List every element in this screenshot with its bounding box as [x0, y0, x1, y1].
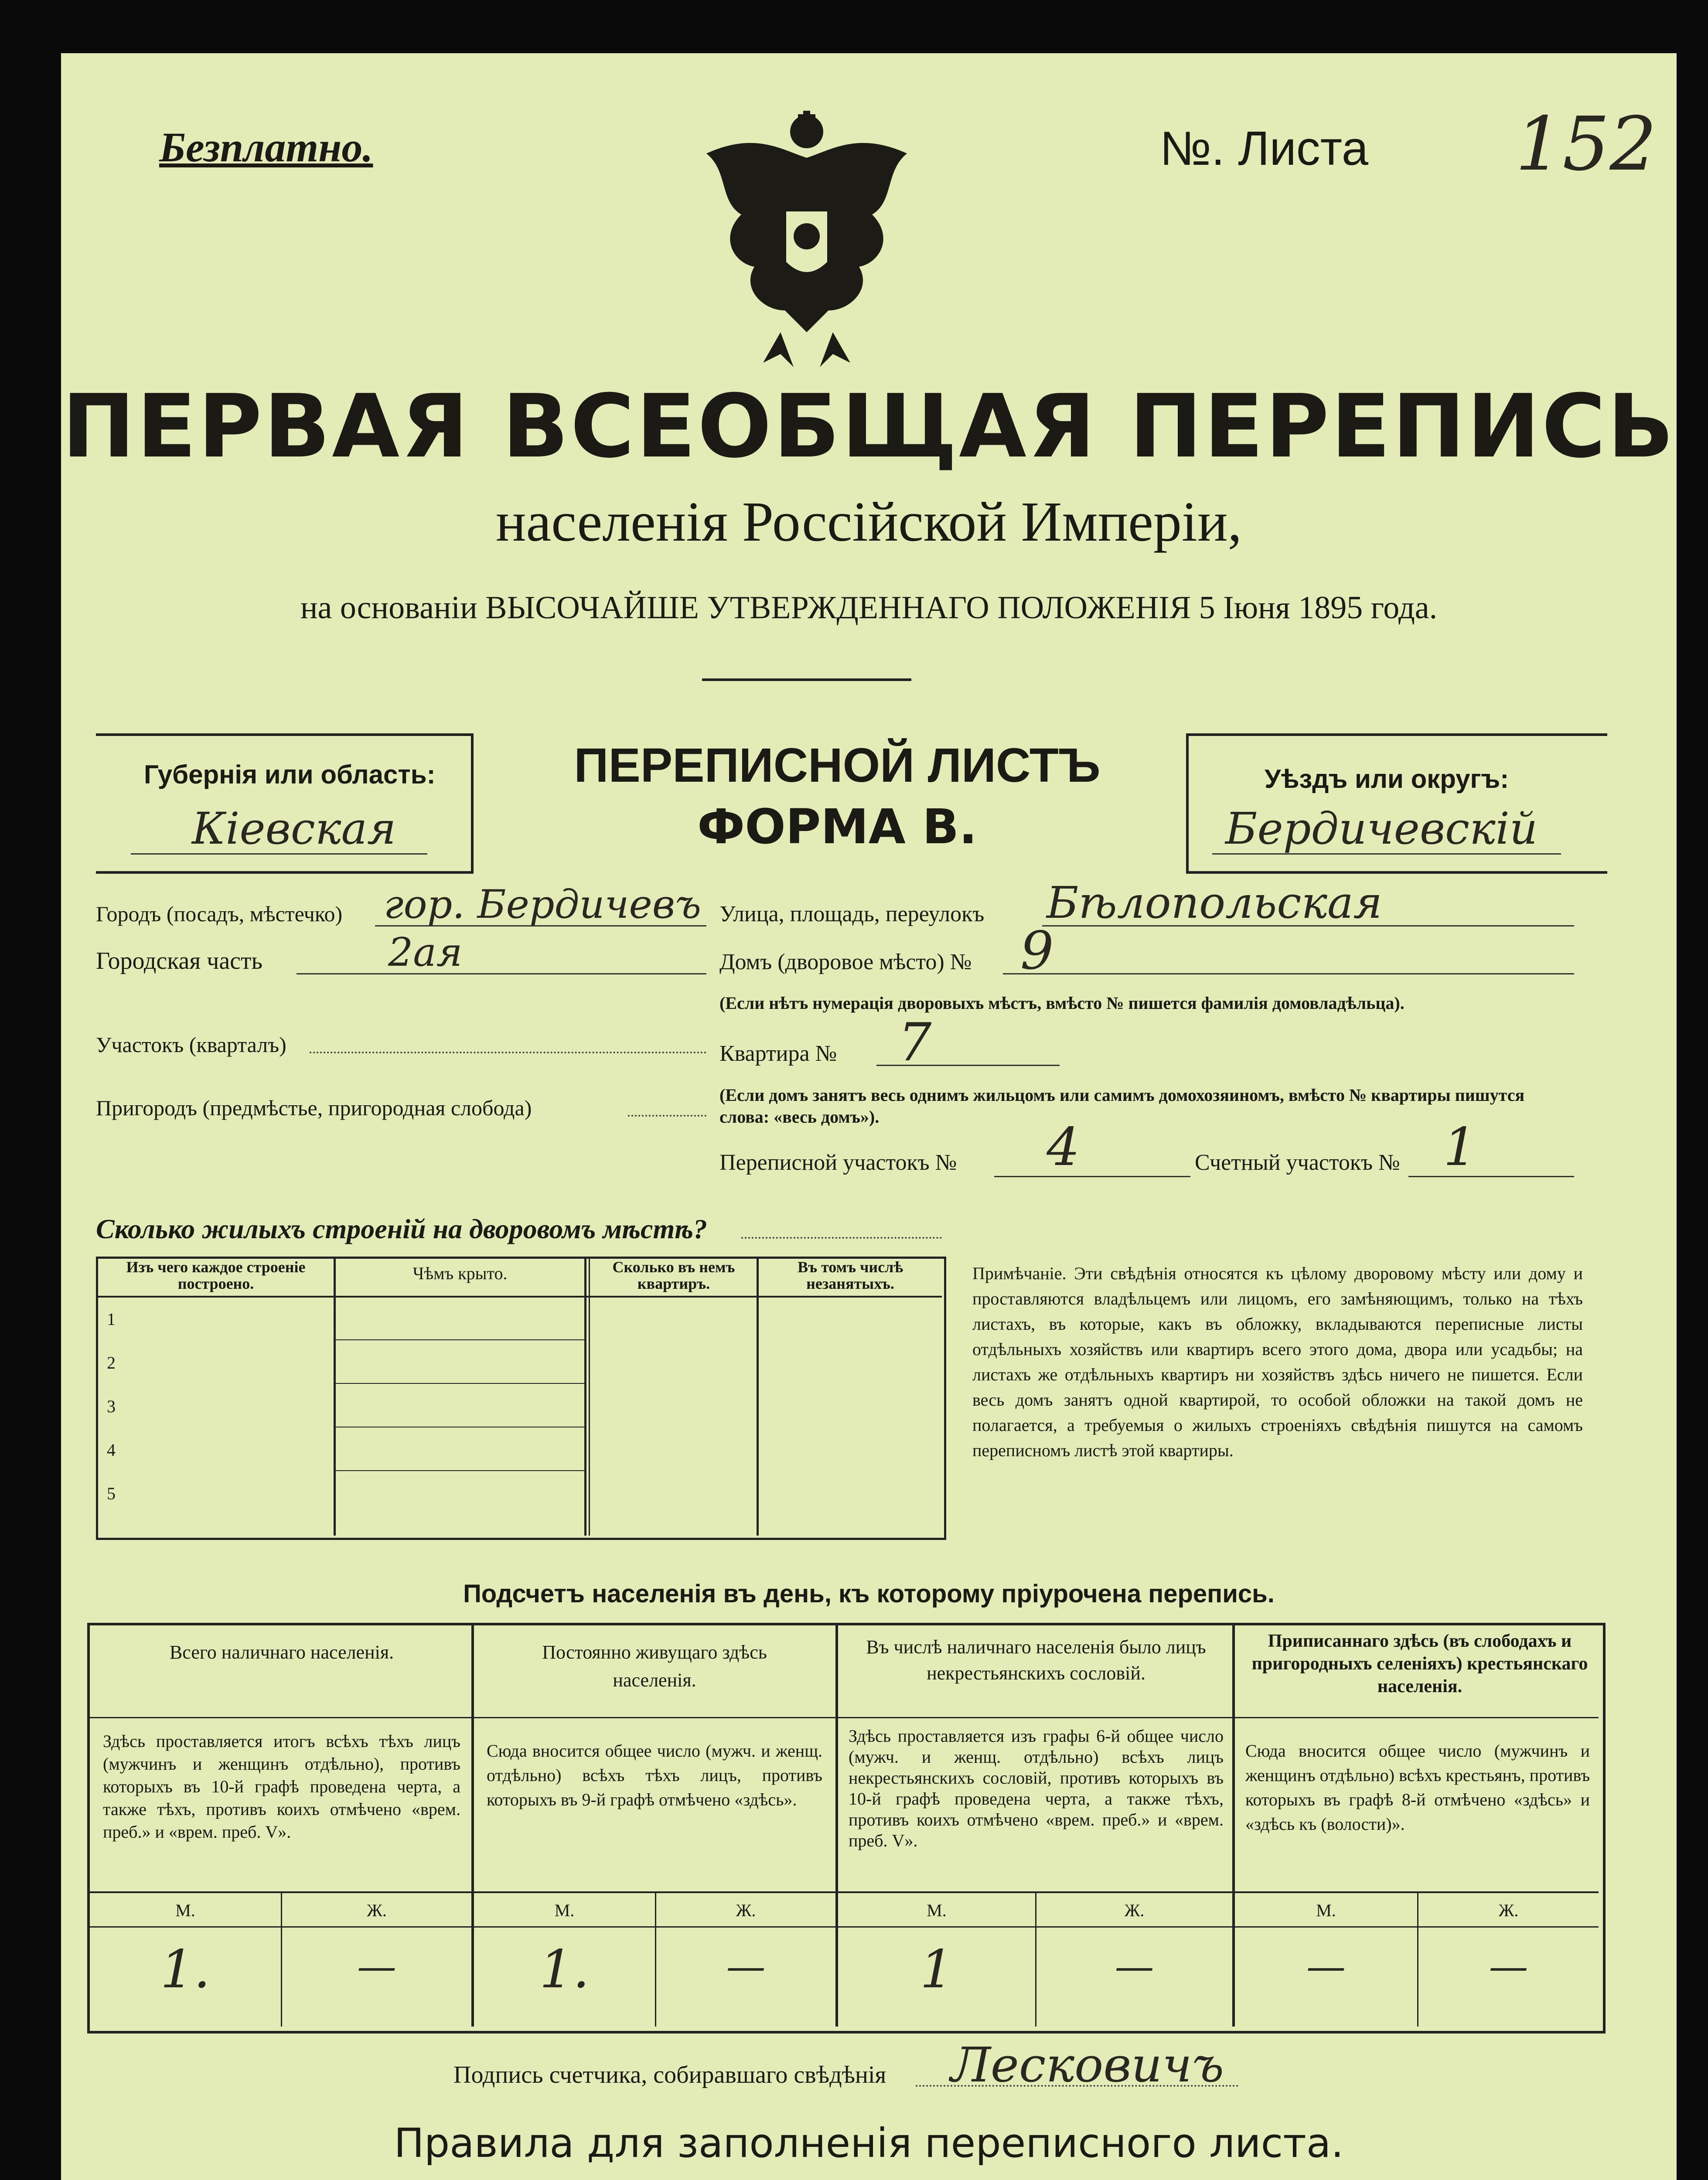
- buildings-header-vacant: Въ томъ числѣ незанятыхъ.: [798, 1258, 903, 1292]
- sheet-number-label: №. Листа: [1160, 122, 1369, 175]
- count-col1-m-label: М.: [175, 1901, 195, 1920]
- count-col1-head: Всего наличнаго населенія.: [169, 1642, 394, 1663]
- buildings-row-2[interactable]: 2: [107, 1353, 116, 1373]
- district-label: Участокъ (кварталъ): [96, 1032, 286, 1057]
- city-label: Городъ (посадъ, мѣстечко): [96, 902, 343, 926]
- signature-label: Подпись счетчика, собиравшаго свѣдѣнія: [453, 2061, 886, 2088]
- coat-of-arms-icon: [693, 106, 920, 367]
- count-area-value[interactable]: 1: [1443, 1117, 1477, 1178]
- uezd-value: Бердичевскій: [1225, 803, 1538, 854]
- count-col3-f-label: Ж.: [1124, 1901, 1145, 1920]
- count-col3-m-value[interactable]: 1: [920, 1939, 954, 2000]
- buildings-header-apartments: Сколько въ немъ квартиръ.: [612, 1258, 735, 1292]
- count-col1-m-value[interactable]: 1.: [160, 1939, 211, 2000]
- count-col1-desc: Здѣсь проставляется итогъ всѣхъ тѣхъ лицъ (мужчинъ и женщинъ отдѣльно), противъ которыхъ въ 10-й графѣ проведена черта, а также тѣхъ, противъ коихъ отмѣчено «врем. преб.» и «врем. преб. V».: [103, 1731, 460, 1842]
- census-form-sheet: [61, 53, 1677, 2180]
- count-col2-head: Постоянно живущаго здѣсь населенія.: [542, 1642, 767, 1691]
- count-col2-m-label: М.: [554, 1901, 575, 1920]
- city-value[interactable]: гор. Бердичевъ: [384, 882, 702, 927]
- form-letter: ФОРМА В.: [697, 799, 977, 855]
- city-part-value[interactable]: 2ая: [388, 930, 463, 975]
- buildings-header-material: Изъ чего каждое строеніе построено.: [126, 1258, 306, 1292]
- count-area-label: Счетный участокъ №: [1195, 1150, 1400, 1175]
- count-col2-desc: Сюда вносится общее число (мужч. и женщ. отдѣльно) всѣхъ тѣхъ лицъ, противъ которыхъ въ 9-й графѣ отмѣчено «здѣсь».: [487, 1741, 822, 1809]
- count-table: [87, 1623, 1606, 2034]
- count-col4-m-label: М.: [1316, 1901, 1336, 1920]
- count-col4-f-value[interactable]: —: [1489, 1944, 1528, 1989]
- count-col2-f-value[interactable]: —: [726, 1944, 766, 1989]
- house-note: (Если нѣтъ нумерація дворовыхъ мѣстъ, вмѣсто № пишется фамилія домовладѣльца).: [719, 993, 1405, 1013]
- house-label: Домъ (дворовое мѣсто) №: [719, 950, 972, 974]
- buildings-question: Сколько жилыхъ строеній на дворовомъ мѣстѣ?: [96, 1213, 707, 1244]
- buildings-table: [96, 1257, 946, 1540]
- gubernia-value: Кіевская: [192, 803, 396, 854]
- apartment-value[interactable]: 7: [898, 1012, 932, 1073]
- buildings-row-4[interactable]: 4: [107, 1440, 116, 1460]
- uezd-label: Уѣздъ или округъ:: [1265, 764, 1509, 794]
- suburb-field[interactable]: [628, 1115, 706, 1117]
- form-title: ПЕРЕПИСНОЙ ЛИСТЪ: [574, 739, 1101, 792]
- apartment-note: (Если домъ занятъ весь однимъ жильцомъ или самимъ домохозяиномъ, вмѣсто № квартиры пишутся слова: «весь домъ»).: [719, 1085, 1525, 1127]
- count-col3-head: Въ числѣ наличнаго населенія было лицъ некрестьянскихъ сословій.: [866, 1636, 1206, 1684]
- count-col3-m-label: М.: [927, 1901, 947, 1920]
- count-col4-head: Приписаннаго здѣсь (въ слободахъ и пригородныхъ селеніяхъ) крестьянскаго населенія.: [1251, 1631, 1588, 1696]
- count-col2-f-label: Ж.: [736, 1901, 756, 1920]
- count-title: Подсчетъ населенія въ день, къ которому пріурочена перепись.: [463, 1580, 1275, 1608]
- main-title: ПЕРВАЯ ВСЕОБЩАЯ ПЕРЕПИСЬ: [62, 376, 1676, 477]
- count-col3-desc: Здѣсь проставляется изъ графы 6-й общее число (мужч. и женщ. отдѣльно) всѣхъ лицъ некрестьянскихъ сословій, противъ которыхъ въ 10-й графѣ проведена черта, а также тѣхъ, противъ коихъ отмѣчено «врем. преб.» и «врем. преб. V».: [849, 1726, 1224, 1850]
- district-field[interactable]: [310, 1052, 706, 1053]
- suburb-label: Пригородъ (предмѣстье, пригородная слобода): [96, 1096, 532, 1120]
- street-value[interactable]: Бѣлопольская: [1047, 877, 1382, 928]
- street-label: Улица, площадь, переулокъ: [719, 902, 985, 926]
- buildings-row-3[interactable]: 3: [107, 1397, 116, 1416]
- city-part-label: Городская часть: [96, 947, 263, 974]
- basis-line: на основаніи ВЫСОЧАЙШЕ УТВЕРЖДЕННАГО ПОЛОЖЕНІЯ 5 Іюня 1895 года.: [300, 590, 1438, 626]
- gubernia-label: Губернія или область:: [144, 760, 436, 789]
- count-col2-m-value[interactable]: 1.: [539, 1939, 590, 2000]
- count-col1-f-label: Ж.: [367, 1901, 387, 1920]
- free-label: Безплатно.: [159, 124, 373, 170]
- rules-title: Правила для заполненія переписного листа.: [394, 2120, 1344, 2166]
- sheet-number-value: 152: [1515, 101, 1657, 187]
- count-col4-f-label: Ж.: [1498, 1901, 1519, 1920]
- count-col1-f-value[interactable]: —: [357, 1944, 396, 1989]
- census-area-label: Переписной участокъ №: [719, 1150, 957, 1175]
- count-col3-f-value[interactable]: —: [1115, 1944, 1154, 1989]
- subtitle: населенія Россійской Имперіи,: [495, 490, 1242, 553]
- title-rule: [702, 678, 911, 681]
- buildings-row-1[interactable]: 1: [107, 1309, 116, 1329]
- count-col4-m-value[interactable]: —: [1306, 1944, 1346, 1989]
- apartment-label: Квартира №: [719, 1041, 837, 1066]
- count-col4-desc: Сюда вносится общее число (мужчинъ и женщинъ отдѣльно) всѣхъ крестьянъ, противъ которыхъ въ графѣ 8-й отмѣчено «здѣсь» и «здѣсь къ (волости)».: [1245, 1741, 1590, 1834]
- signature-value[interactable]: Лесковичъ: [951, 2037, 1224, 2093]
- buildings-row-5[interactable]: 5: [107, 1484, 116, 1503]
- census-area-value[interactable]: 4: [1047, 1117, 1080, 1178]
- buildings-note: Примѣчаніе. Эти свѣдѣнія относятся къ цѣлому дворовому мѣсту или дому и проставляются владѣльцемъ или лицомъ, его замѣняющимъ, только на тѣхъ листахъ, въ которые, какъ въ обложку, вкладываются переписные листы отдѣльныхъ хозяйствъ или квартиръ всего этого дома, двора или усадьбы; на листахъ же отдѣльныхъ квартиръ ни хозяйствъ здѣсь ничего не пишется. Если весь домъ занятъ одной квартирой, то особой обложки на такой домъ не полагается, а требуемыя о жилыхъ строеніяхъ свѣдѣнія пишутся на самомъ переписномъ листѣ этой квартиры.: [972, 1264, 1583, 1460]
- house-value[interactable]: 9: [1020, 921, 1054, 981]
- buildings-header-roof: Чѣмъ крыто.: [413, 1264, 508, 1283]
